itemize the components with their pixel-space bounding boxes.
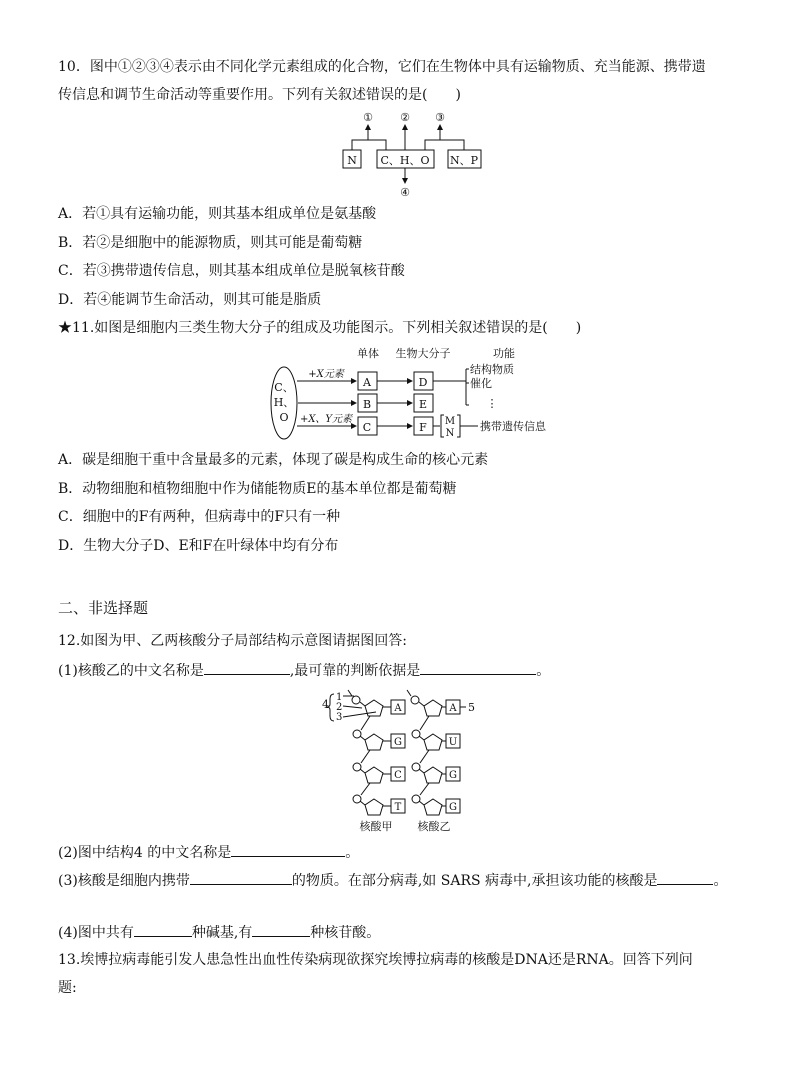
q11-macro-f: F bbox=[419, 421, 427, 434]
q10-box-left-text: N bbox=[347, 154, 357, 167]
q10-label-1: ① bbox=[363, 111, 373, 124]
q12-base-yi-3: G bbox=[449, 770, 457, 781]
q12-base-yi-4: G bbox=[449, 802, 457, 813]
q11-option-c: C．细胞中的F有两种，但病毒中的F只有一种 bbox=[58, 509, 341, 525]
q13-stem-line1: 13.埃博拉病毒能引发人患急性出血性传染病现欲探究埃博拉病毒的核酸是DNA还是RNA。回答下列问 bbox=[58, 952, 693, 968]
q11-monomer-c: C bbox=[362, 421, 372, 434]
q11-option-d: D．生物大分子D、E和F在叶绿体中均有分布 bbox=[58, 538, 339, 554]
section-title: 二、非选择题 bbox=[58, 599, 149, 617]
q10-label-2: ② bbox=[400, 111, 410, 124]
q12-p4-blank2[interactable] bbox=[252, 922, 310, 937]
q11-f-part-n: N bbox=[445, 428, 455, 439]
q11-monomer-a: A bbox=[363, 376, 371, 389]
q11-element-c: C、 bbox=[274, 381, 294, 394]
q12-caption-yi: 核酸乙 bbox=[417, 820, 451, 833]
q12-p4-a: (4)图中共有 bbox=[58, 925, 134, 941]
q10-option-b: B．若②是细胞中的能源物质，则其可能是葡萄糖 bbox=[58, 235, 363, 251]
q10-option-c: C．若③携带遗传信息，则其基本组成单位是脱氧核苷酸 bbox=[58, 263, 405, 279]
q12-p3-b: 的物质。在部分病毒,如 SARS 病毒中,承担该功能的核酸是 bbox=[291, 873, 658, 889]
q11-arrow3-label: +X、Y元素 bbox=[299, 414, 353, 425]
q10-stem-line2: 传信息和调节生命活动等重要作用。下列有关叙述错误的是( ) bbox=[58, 87, 461, 103]
q12-p1-blank2[interactable] bbox=[420, 660, 536, 675]
q12-base-jia-1: A bbox=[394, 703, 402, 714]
nucleic-acid-yi bbox=[407, 690, 466, 815]
q10-stem-line1: 10．图中①②③④表示由不同化学元素组成的化合物，它们在生物体中具有运输物质、充当能源、携带遗 bbox=[58, 59, 706, 75]
q11-function-ellipsis: ⋮ bbox=[486, 397, 498, 410]
q12-stem: 12.如图为甲、乙两核酸分子局部结构示意图请据图回答: bbox=[58, 633, 407, 649]
q11-stem: ★11.如图是细胞内三类生物大分子的组成及功能图示。下列相关叙述错误的是( ) bbox=[58, 320, 582, 336]
q11-diagram bbox=[270, 343, 560, 443]
q12-p1-blank1[interactable] bbox=[204, 660, 290, 675]
q12-p4-b: 种碱基,有 bbox=[191, 925, 253, 941]
q10-option-a: A．若①具有运输功能，则其基本组成单位是氨基酸 bbox=[58, 206, 377, 222]
q12-p1-a: (1)核酸乙的中文名称是 bbox=[58, 663, 204, 679]
q12-p2-b: 。 bbox=[345, 845, 360, 861]
q12-label-4: 4 bbox=[322, 698, 329, 711]
q10-label-3: ③ bbox=[435, 111, 445, 124]
q12-base-jia-3: C bbox=[394, 770, 402, 781]
q13-stem-line2: 题: bbox=[58, 980, 77, 996]
q12-part3 bbox=[58, 870, 727, 890]
q12-p3-a: (3)核酸是细胞内携带 bbox=[58, 873, 190, 889]
q12-base-jia-4: T bbox=[394, 802, 402, 813]
q11-option-b: B．动物细胞和植物细胞中作为储能物质E的基本单位都是葡萄糖 bbox=[58, 481, 457, 497]
q10-option-d: D．若④能调节生命活动，则其可能是脂质 bbox=[58, 292, 322, 308]
q12-part4 bbox=[58, 922, 380, 942]
q11-header-macro: 生物大分子 bbox=[395, 347, 451, 360]
q11-macro-e: E bbox=[418, 398, 428, 411]
q11-arrow1-label: +X元素 bbox=[308, 369, 344, 380]
q11-f-function: 携带遗传信息 bbox=[480, 420, 546, 433]
q11-header-monomer: 单体 bbox=[357, 347, 379, 360]
q12-p3-c: 。 bbox=[713, 873, 728, 889]
q10-diagram bbox=[330, 110, 510, 200]
q12-label-2: 2 bbox=[336, 702, 343, 713]
q12-part1 bbox=[58, 660, 550, 680]
q12-p4-blank1[interactable] bbox=[134, 922, 192, 937]
q12-label-5: 5 bbox=[468, 701, 475, 714]
q12-base-yi-2: U bbox=[448, 737, 458, 748]
q12-p1-c: 。 bbox=[536, 663, 551, 679]
q11-option-a: A．碳是细胞干重中含量最多的元素，体现了碳是构成生命的核心元素 bbox=[58, 452, 489, 468]
q12-part2 bbox=[58, 842, 359, 862]
q11-f-part-m: M bbox=[444, 416, 456, 427]
q11-element-o: O bbox=[279, 411, 289, 424]
q12-p3-blank1[interactable] bbox=[190, 870, 292, 885]
q11-function-structure: 结构物质 bbox=[470, 363, 514, 376]
q12-p2-a: (2)图中结构4 的中文名称是 bbox=[58, 845, 232, 861]
q12-p3-blank2[interactable] bbox=[657, 870, 713, 885]
q12-p1-b: ,最可靠的判断依据是 bbox=[289, 663, 421, 679]
q12-base-yi-1: A bbox=[449, 703, 457, 714]
q11-element-h: H、 bbox=[273, 396, 295, 409]
q12-p4-c: 种核苷酸。 bbox=[310, 925, 381, 941]
q11-function-catalysis: 催化 bbox=[470, 377, 492, 390]
q12-label-3: 3 bbox=[336, 712, 343, 723]
q12-diagram bbox=[316, 688, 486, 836]
q10-box-right-text: N、P bbox=[449, 154, 479, 167]
q11-monomer-b: B bbox=[362, 398, 372, 411]
q12-label-1: 1 bbox=[336, 692, 343, 703]
q10-box-mid-text: C、H、O bbox=[380, 154, 430, 167]
q12-base-jia-2: G bbox=[394, 737, 402, 748]
q12-caption-jia: 核酸甲 bbox=[359, 820, 393, 833]
q11-macro-d: D bbox=[418, 376, 428, 389]
q11-header-function: 功能 bbox=[493, 347, 515, 360]
q12-p2-blank[interactable] bbox=[231, 842, 345, 857]
q10-label-4: ④ bbox=[400, 186, 410, 199]
